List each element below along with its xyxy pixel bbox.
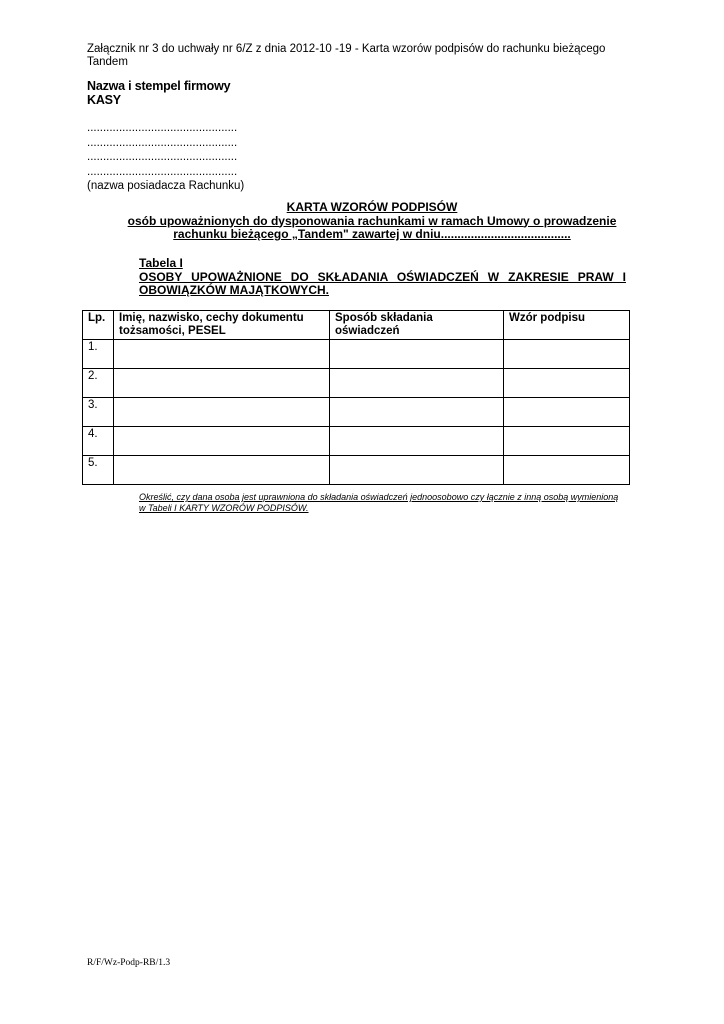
- cell-signature[interactable]: [504, 369, 630, 398]
- cell-name[interactable]: [114, 456, 330, 485]
- cell-signature[interactable]: [504, 340, 630, 369]
- firm-stamp-line2: KASY: [87, 93, 121, 107]
- table-label: Tabela I: [139, 256, 183, 270]
- account-holder-caption: (nazwa posiadacza Rachunku): [87, 180, 245, 192]
- row-number: 2.: [83, 369, 114, 398]
- cell-name[interactable]: [114, 427, 330, 456]
- footnote: Określić, czy dana osoba jest uprawniona do składania oświadczeń jednoosobowo czy łącznie z inną osobą wymienioną w Tabeli I KARTY WZORÓW PODPISÓW.: [139, 492, 619, 513]
- account-holder-block: [87, 121, 244, 194]
- form-code: R/F/Wz-Podp-RB/1.3: [87, 958, 171, 968]
- table-heading-line2: OBOWIĄZKÓW MAJĄTKOWYCH.: [139, 283, 329, 297]
- cell-way[interactable]: [330, 456, 504, 485]
- row-number: 4.: [83, 427, 114, 456]
- cell-way[interactable]: [330, 369, 504, 398]
- table-row: [83, 456, 630, 485]
- dotted-line: ...............................................: [87, 122, 238, 134]
- signature-table: [82, 310, 630, 485]
- firm-stamp-label: [87, 79, 230, 107]
- table-row: [83, 369, 630, 398]
- attachment-note: Załącznik nr 3 do uchwały nr 6/Z z dnia 2012-10 -19 - Karta wzorów podpisów do rachunku bieżącego Tandem: [87, 43, 606, 68]
- firm-stamp-line1: Nazwa i stempel firmowy: [87, 79, 231, 93]
- cell-signature[interactable]: [504, 456, 630, 485]
- row-number: 3.: [83, 398, 114, 427]
- title-line2: osób upoważnionych do dysponowania rachunkami w ramach Umowy o prowadzenie: [127, 213, 617, 228]
- dotted-line: ...............................................: [87, 136, 238, 149]
- header-signature: Wzór podpisu: [504, 311, 630, 340]
- header-name: Imię, nazwisko, cechy dokumentu tożsamości, PESEL: [114, 311, 330, 340]
- document-title: [87, 201, 657, 242]
- row-number: 5.: [83, 456, 114, 485]
- table-heading-line1: OSOBY UPOWAŻNIONE DO SKŁADANIA OŚWIADCZEŃ W ZAKRESIE PRAW I: [139, 269, 626, 284]
- row-number: 1.: [83, 340, 114, 369]
- title-line1: KARTA WZORÓW PODPISÓW: [286, 200, 458, 214]
- dotted-line: ...............................................: [87, 151, 238, 163]
- cell-signature[interactable]: [504, 398, 630, 427]
- cell-signature[interactable]: [504, 427, 630, 456]
- cell-way[interactable]: [330, 427, 504, 456]
- table-row: [83, 340, 630, 369]
- header-way: Sposób składania oświadczeń: [330, 311, 504, 340]
- table-row: [83, 398, 630, 427]
- header-lp: Lp.: [83, 311, 114, 340]
- table-caption: [139, 257, 626, 298]
- cell-way[interactable]: [330, 398, 504, 427]
- cell-way[interactable]: [330, 340, 504, 369]
- cell-name[interactable]: [114, 340, 330, 369]
- cell-name[interactable]: [114, 369, 330, 398]
- title-line3: rachunku bieżącego „Tandem" zawartej w dniu.......................................: [173, 227, 571, 241]
- dotted-line: ...............................................: [87, 165, 238, 178]
- cell-name[interactable]: [114, 398, 330, 427]
- table-row: [83, 427, 630, 456]
- table-header-row: [83, 311, 630, 340]
